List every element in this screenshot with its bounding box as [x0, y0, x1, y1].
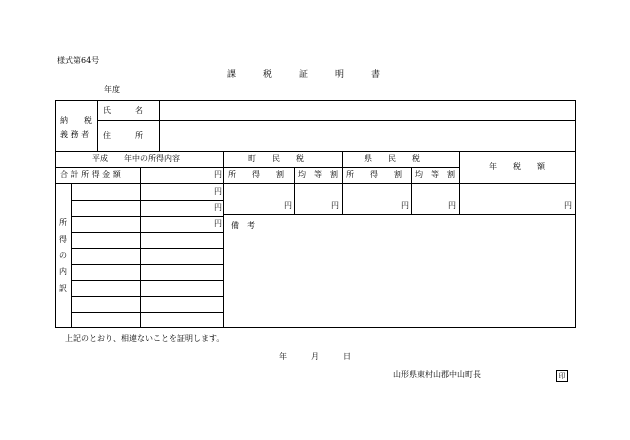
- issuer-name: 山形県東村山郡中山町長: [393, 370, 481, 379]
- municipal-tax-header: 町 民 税: [248, 154, 304, 163]
- annual-tax-unit: 円: [564, 201, 572, 210]
- table-border-top: [55, 100, 576, 101]
- fiscal-year-label: 年度: [104, 85, 120, 94]
- taxpayer-label-line1: 納 税: [60, 116, 92, 125]
- breakdown-label-char-3: の: [59, 251, 67, 260]
- official-seal-mark: 印: [556, 370, 568, 382]
- prefectural-per-capita-unit: 円: [448, 201, 456, 210]
- amount-row-divider: [223, 214, 575, 215]
- breakdown-unit-3: 円: [214, 219, 222, 228]
- municipal-prefectural-divider: [342, 151, 343, 214]
- breakdown-row-7: [71, 296, 223, 297]
- municipal-income-levy-unit: 円: [284, 201, 292, 210]
- breakdown-row-8: [71, 312, 223, 313]
- breakdown-row-2: [71, 216, 223, 217]
- annual-tax-header: 年 税 額: [489, 162, 545, 171]
- breakdown-amount-divider: [140, 167, 141, 327]
- prefectural-annual-divider: [459, 151, 460, 214]
- income-year-header: 平成 年中の所得内容: [92, 154, 180, 163]
- breakdown-label-char-1: 所: [59, 218, 67, 227]
- municipal-per-capita-unit: 円: [331, 201, 339, 210]
- remarks-label: 備 考: [231, 221, 255, 230]
- header-row-divider: [55, 167, 459, 168]
- breakdown-row-4: [71, 248, 223, 249]
- issue-date-line: 年 月 日: [279, 352, 351, 361]
- taxpayer-section-bottom: [55, 151, 576, 152]
- levy-row-divider: [55, 183, 576, 184]
- breakdown-unit-2: 円: [214, 203, 222, 212]
- name-row-divider: [97, 120, 575, 121]
- breakdown-label-divider: [71, 183, 72, 327]
- taxpayer-label-line2: 義 務 者: [60, 130, 90, 139]
- table-border-left: [55, 100, 56, 327]
- municipal-income-levy: 所 得 割: [228, 170, 284, 179]
- breakdown-label-char-5: 訳: [59, 284, 67, 293]
- total-income-unit: 円: [214, 170, 222, 179]
- address-label: 住 所: [103, 131, 143, 140]
- income-tax-divider: [223, 151, 224, 327]
- prefectural-income-levy-unit: 円: [401, 201, 409, 210]
- municipal-per-capita-levy: 均 等 割: [298, 170, 338, 179]
- name-field[interactable]: [165, 103, 570, 117]
- breakdown-label-char-2: 得: [59, 235, 67, 244]
- prefectural-levy-divider: [411, 167, 412, 214]
- prefectural-income-levy: 所 得 割: [346, 170, 402, 179]
- table-border-bottom: [55, 327, 576, 328]
- breakdown-row-3: [71, 232, 223, 233]
- prefectural-per-capita-levy: 均 等 割: [415, 170, 455, 179]
- breakdown-row-1: [71, 200, 223, 201]
- municipal-levy-divider: [294, 167, 295, 214]
- table-border-right: [575, 100, 576, 327]
- taxpayer-label-divider: [97, 100, 98, 151]
- name-label: 氏 名: [103, 106, 143, 115]
- total-income-label: 合 計 所 得 金 額: [60, 170, 121, 179]
- breakdown-unit-1: 円: [214, 187, 222, 196]
- document-title: 課 税 証 明 書: [227, 70, 381, 80]
- certification-statement: 上記のとおり、相違ないことを証明します。: [65, 334, 225, 343]
- breakdown-row-5: [71, 264, 223, 265]
- breakdown-label-char-4: 内: [59, 267, 67, 276]
- address-field[interactable]: [165, 124, 570, 147]
- taxpayer-field-divider: [159, 100, 160, 151]
- form-number: 様式第64号: [57, 56, 100, 65]
- breakdown-row-6: [71, 280, 223, 281]
- prefectural-tax-header: 県 民 税: [364, 154, 420, 163]
